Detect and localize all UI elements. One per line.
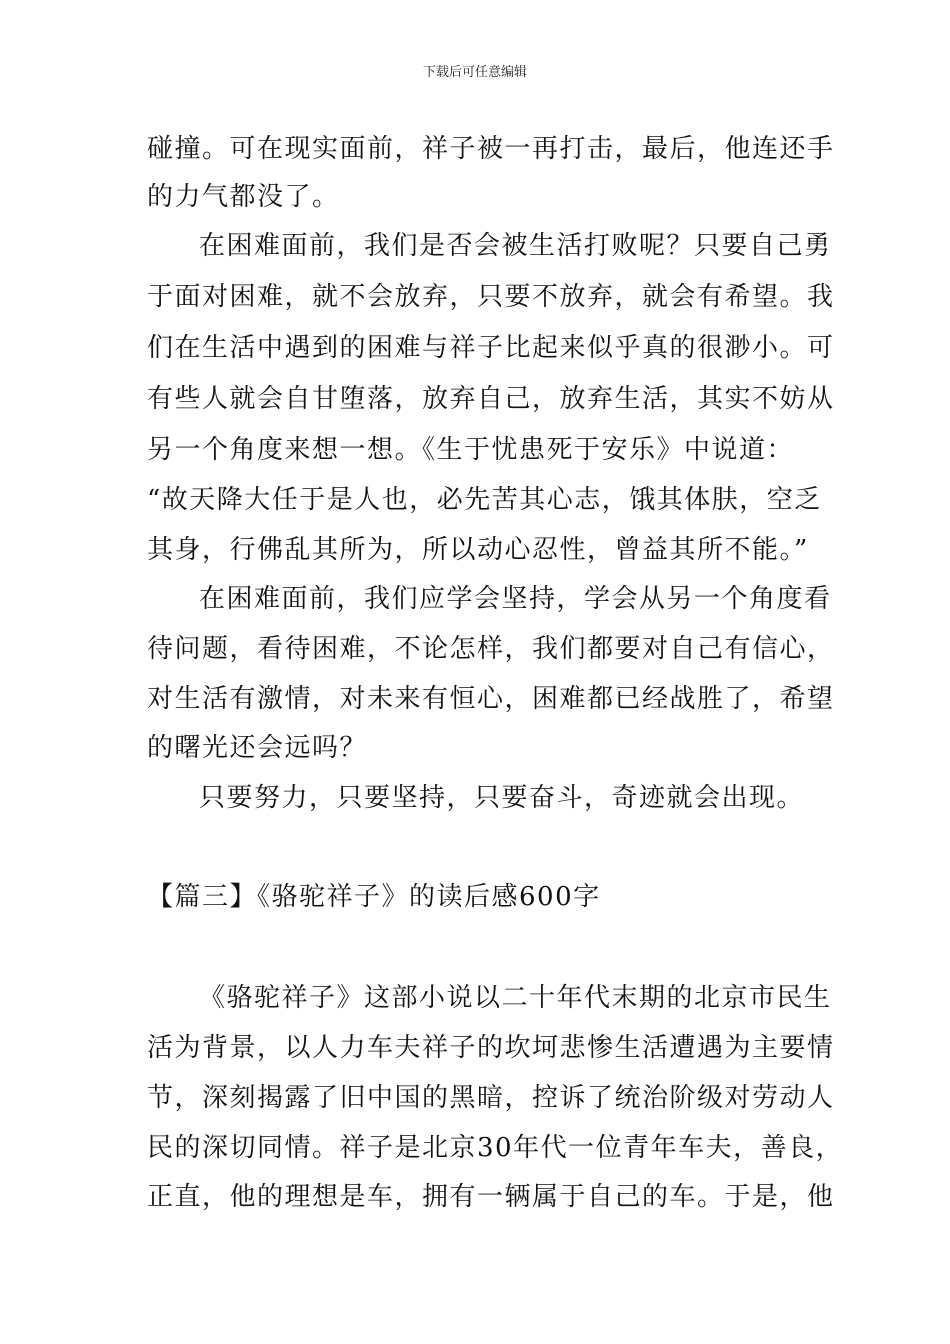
section-heading: 【篇三】《骆驼祥子》的读后感600字 [147, 882, 601, 912]
text-line: 民的深切同情。祥子是北京30年代一位青年车夫，善良， [147, 1133, 844, 1163]
text-line: 只要努力，只要坚持，只要奋斗，奇迹就会出现。 [199, 783, 805, 813]
text-line: 节，深刻揭露了旧中国的黑暗，控诉了统治阶级对劳动人 [147, 1083, 835, 1113]
text-line: 于面对困难，就不会放弃，只要不放弃，就会有希望。我 [147, 282, 835, 312]
text-line: 的曙光还会远吗？ [147, 733, 368, 763]
text-line: 正直，他的理想是车，拥有一辆属于自己的车。于是，他 [147, 1182, 835, 1212]
text-line: 《骆驼祥子》这部小说以二十年代末期的北京市民生 [199, 983, 832, 1013]
text-line: 的力气都没了。 [147, 182, 340, 212]
text-line: 在困难面前，我们应学会坚持，学会从另一个角度看 [199, 584, 832, 614]
text-line: 其身，行佛乱其所为，所以动心忍性，曾益其所不能。” [147, 535, 809, 565]
text-line: “故天降大任于是人也，必先苦其心志，饿其体肤，空乏 [147, 485, 822, 515]
text-line: 另一个角度来想一想。《生于忧患死于安乐》中说道： [147, 435, 795, 465]
text-line: 待问题，看待困难，不论怎样，我们都要对自己有信心， [147, 634, 835, 664]
text-line: 活为背景，以人力车夫祥子的坎坷悲惨生活遭遇为主要情 [147, 1033, 835, 1063]
text-line: 在困难面前，我们是否会被生活打败呢？只要自己勇 [199, 231, 832, 261]
text-line: 对生活有激情，对未来有恒心，困难都已经战胜了，希望 [147, 684, 835, 714]
text-line: 们在生活中遇到的困难与祥子比起来似乎真的很渺小。可 [147, 333, 835, 363]
page-header: 下载后可任意编辑 [422, 65, 527, 80]
text-line: 碰撞。可在现实面前，祥子被一再打击，最后，他连还手 [147, 134, 835, 164]
text-line: 有些人就会自甘堕落，放弃自己，放弃生活，其实不妨从 [147, 384, 835, 414]
